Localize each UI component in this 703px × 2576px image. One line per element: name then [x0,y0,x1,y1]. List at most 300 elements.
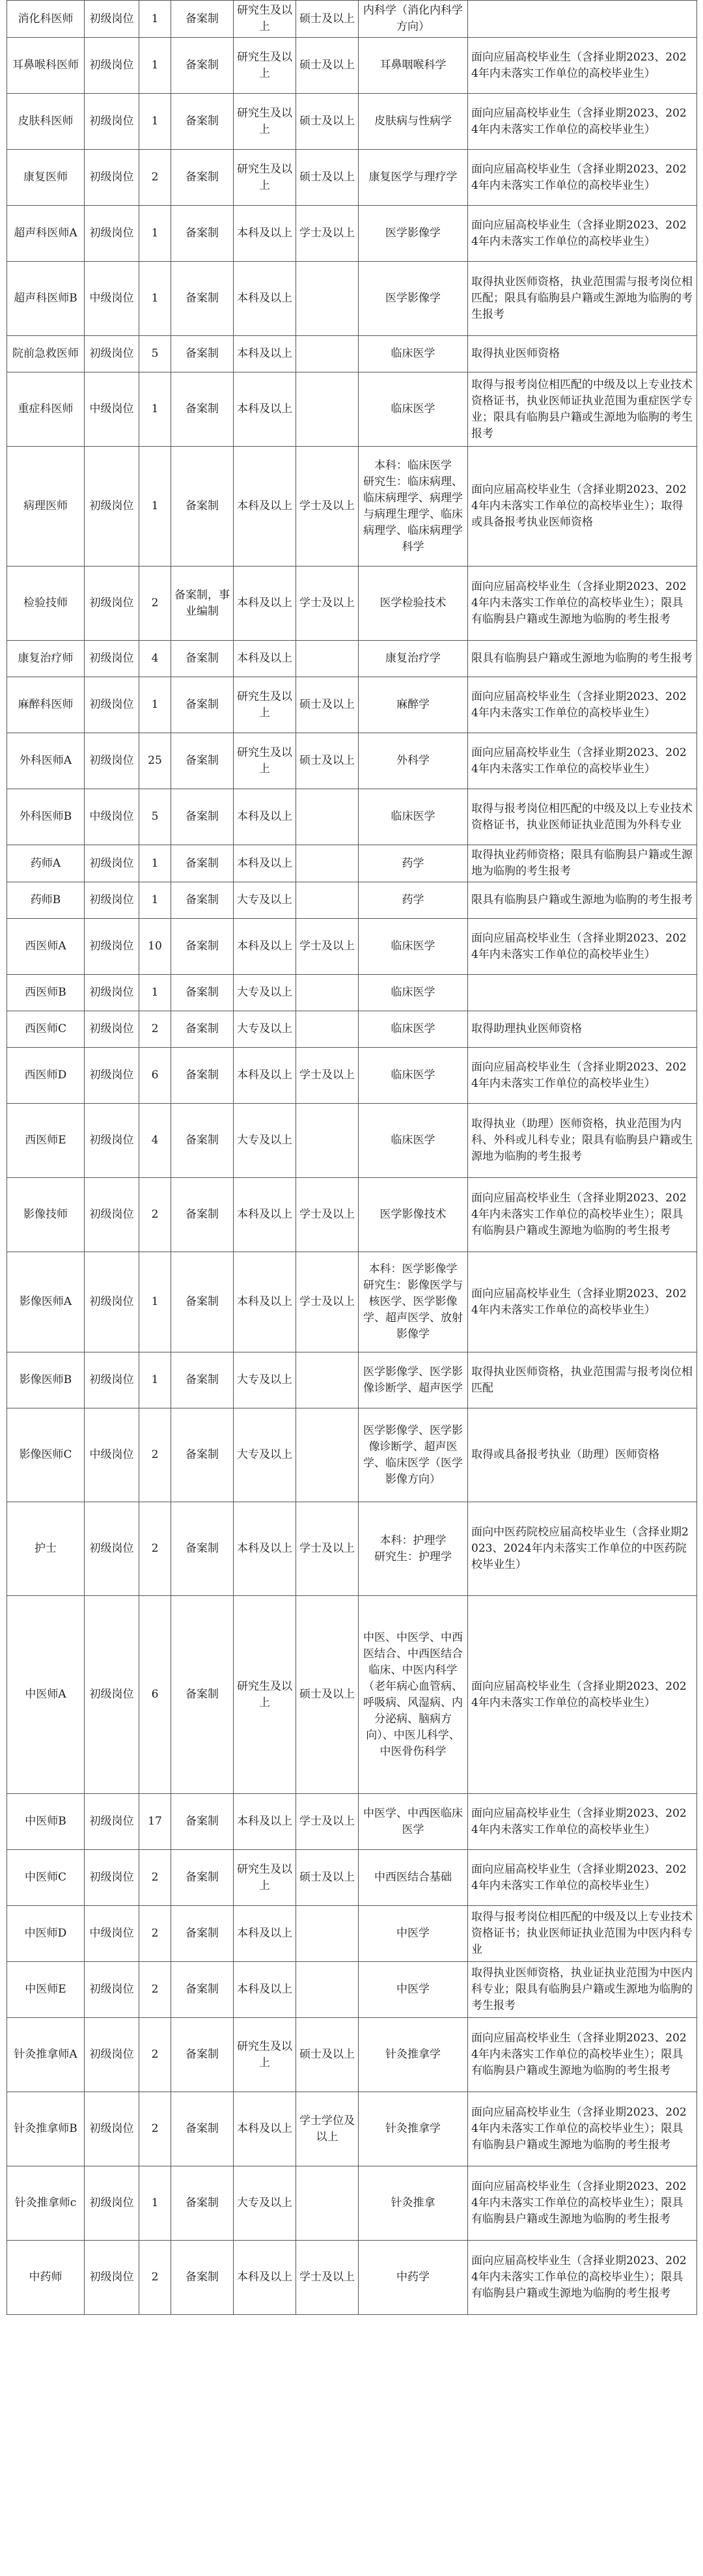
cell-count: 1 [139,1352,171,1408]
cell-position: 病理医师 [7,447,85,567]
cell-count: 1 [139,38,171,94]
table-row [7,641,697,677]
cell-staffing: 备案制 [171,1502,234,1596]
cell-requirement: 取得与报考岗位相匹配的中级及以上专业技术资格证书，执业医师证执业范围为外科专业 [468,789,697,845]
table-row [7,336,697,372]
cell-staffing: 备案制 [171,1352,234,1408]
cell-position: 检验技师 [7,567,85,641]
cell-education: 研究生及以上 [234,1,296,38]
cell-education: 本科及以上 [234,1962,296,2018]
cell-education: 本科及以上 [234,641,296,677]
cell-education: 本科及以上 [234,372,296,447]
table-row [7,1962,697,2018]
cell-position: 中药师 [7,2241,85,2315]
cell-requirement: 面向应届高校毕业生（含择业期2023、2024年内未落实工作单位的高校毕业生） [468,733,697,789]
cell-level: 初级岗位 [85,206,139,262]
cell-count: 17 [139,1794,171,1850]
cell-count: 2 [139,1906,171,1962]
table-row [7,2241,697,2315]
cell-level: 初级岗位 [85,845,139,882]
cell-major: 内科学（消化内科学方向） [359,1,468,38]
cell-requirement: 面向应届高校毕业生（含择业期2023、2024年内未落实工作单位的高校毕业生）；限具有临朐县户籍或生源地为临朐的考生报考 [468,1178,697,1252]
cell-level: 初级岗位 [85,1794,139,1850]
table-row [7,94,697,150]
cell-count: 1 [139,845,171,882]
cell-level: 中级岗位 [85,262,139,336]
cell-education: 本科及以上 [234,919,296,975]
cell-requirement: 面向应届高校毕业生（含择业期2023、2024年内未落实工作单位的高校毕业生）；限具有临朐县户籍或生源地为临朐的考生报考 [468,567,697,641]
cell-degree: 学士及以上 [296,919,359,975]
cell-count: 1 [139,372,171,447]
cell-major: 针灸推拿学 [359,2092,468,2166]
cell-education: 大专及以上 [234,2166,296,2241]
cell-major: 临床医学 [359,336,468,372]
cell-requirement: 面向应届高校毕业生（含择业期2023、2024年内未落实工作单位的高校毕业生） [468,206,697,262]
cell-degree: 学士及以上 [296,1048,359,1104]
cell-position: 康复治疗师 [7,641,85,677]
table-row [7,733,697,789]
table-row [7,2092,697,2166]
table-row [7,1850,697,1906]
cell-requirement: 取得执业药师资格；限具有临朐县户籍或生源地为临朐的考生报考 [468,845,697,882]
table-row [7,447,697,567]
cell-major: 中西医结合基础 [359,1850,468,1906]
cell-position: 皮肤科医师 [7,94,85,150]
cell-major: 临床医学 [359,789,468,845]
cell-education: 本科及以上 [234,206,296,262]
cell-position: 外科医师A [7,733,85,789]
cell-major: 本科：护理学 研究生：护理学 [359,1502,468,1596]
cell-education: 本科及以上 [234,567,296,641]
cell-count: 1 [139,262,171,336]
cell-level: 初级岗位 [85,447,139,567]
cell-level: 中级岗位 [85,789,139,845]
cell-requirement: 面向应届高校毕业生（含择业期2023、2024年内未落实工作单位的高校毕业生） [468,677,697,733]
cell-staffing: 备案制 [171,882,234,919]
cell-position: 针灸推拿师c [7,2166,85,2241]
cell-education: 本科及以上 [234,1048,296,1104]
cell-degree [296,336,359,372]
cell-requirement: 取得执业医师资格 [468,336,697,372]
cell-count: 1 [139,882,171,919]
cell-education: 研究生及以上 [234,1850,296,1906]
cell-degree: 学士及以上 [296,1502,359,1596]
cell-major: 中医学、中西医临床医学 [359,1794,468,1850]
cell-requirement: 限具有临朐县户籍或生源地为临朐的考生报考 [468,641,697,677]
table-row [7,789,697,845]
cell-education: 研究生及以上 [234,733,296,789]
table-row [7,677,697,733]
cell-staffing: 备案制 [171,1,234,38]
table-row [7,1178,697,1252]
cell-major: 麻醉学 [359,677,468,733]
cell-level: 初级岗位 [85,1596,139,1794]
cell-count: 1 [139,206,171,262]
cell-major: 临床医学 [359,919,468,975]
cell-position: 影像医师C [7,1408,85,1502]
cell-major: 临床医学 [359,1104,468,1178]
cell-degree [296,1011,359,1048]
cell-degree [296,882,359,919]
cell-level: 初级岗位 [85,1502,139,1596]
cell-position: 西医师E [7,1104,85,1178]
table-row [7,1502,697,1596]
cell-requirement: 取得执业医师资格，执业范围需与报考岗位相匹配；限具有临朐县户籍或生源地为临朐的考生报考 [468,262,697,336]
cell-position: 耳鼻喉科医师 [7,38,85,94]
cell-degree: 硕士及以上 [296,38,359,94]
cell-major: 本科：医学影像学 研究生：影像医学与核医学、医学影像学、超声医学、放射影像学 [359,1252,468,1352]
cell-staffing: 备案制 [171,1906,234,1962]
cell-staffing: 备案制 [171,641,234,677]
cell-requirement [468,1,697,38]
cell-count: 2 [139,1502,171,1596]
table-row [7,1104,697,1178]
table-row [7,567,697,641]
recruitment-table [7,0,697,2315]
cell-requirement: 取得执业（助理）医师资格，执业范围为内科、外科或儿科专业；限具有临朐县户籍或生源地为临朐的考生报考 [468,1104,697,1178]
cell-degree: 学士学位及以上 [296,2092,359,2166]
cell-degree: 硕士及以上 [296,94,359,150]
cell-education: 研究生及以上 [234,1596,296,1794]
cell-education: 大专及以上 [234,1352,296,1408]
cell-requirement: 面向应届高校毕业生（含择业期2023、2024年内未落实工作单位的高校毕业生） [468,150,697,206]
cell-staffing: 备案制 [171,1962,234,2018]
cell-major: 康复治疗学 [359,641,468,677]
cell-count: 2 [139,567,171,641]
cell-major: 临床医学 [359,975,468,1011]
cell-education: 本科及以上 [234,336,296,372]
cell-staffing: 备案制 [171,1048,234,1104]
cell-major: 临床医学 [359,372,468,447]
cell-major: 药学 [359,882,468,919]
cell-degree: 学士及以上 [296,1252,359,1352]
cell-level: 初级岗位 [85,2018,139,2092]
cell-position: 影像医师B [7,1352,85,1408]
cell-staffing: 备案制 [171,919,234,975]
cell-position: 影像医师A [7,1252,85,1352]
cell-position: 中医师A [7,1596,85,1794]
table-row [7,262,697,336]
cell-education: 大专及以上 [234,1011,296,1048]
cell-requirement: 面向应届高校毕业生（含择业期2023、2024年内未落实工作单位的高校毕业生）；限具有临朐县户籍或生源地为临朐的考生报考 [468,2092,697,2166]
cell-position: 康复医师 [7,150,85,206]
cell-major: 临床医学 [359,1011,468,1048]
cell-requirement [468,975,697,1011]
cell-level: 初级岗位 [85,677,139,733]
cell-staffing: 备案制 [171,2018,234,2092]
cell-education: 本科及以上 [234,1502,296,1596]
cell-education: 本科及以上 [234,1794,296,1850]
cell-count: 2 [139,1011,171,1048]
cell-staffing: 备案制 [171,262,234,336]
cell-staffing: 备案制 [171,733,234,789]
cell-degree: 硕士及以上 [296,2018,359,2092]
cell-major: 外科学 [359,733,468,789]
cell-degree: 硕士及以上 [296,733,359,789]
cell-position: 影像技师 [7,1178,85,1252]
table-row [7,206,697,262]
cell-degree [296,372,359,447]
cell-position: 中医师B [7,1794,85,1850]
cell-requirement: 面向应届高校毕业生（含择业期2023、2024年内未落实工作单位的高校毕业生） [468,1048,697,1104]
cell-level: 中级岗位 [85,372,139,447]
cell-position: 超声科医师B [7,262,85,336]
cell-requirement: 取得与报考岗位相匹配的中级及以上专业技术资格证书，执业医师证执业范围为重症医学专业；限具有临朐县户籍或生源地为临朐的考生报考 [468,372,697,447]
cell-staffing: 备案制 [171,1104,234,1178]
cell-education: 本科及以上 [234,1252,296,1352]
cell-requirement: 面向应届高校毕业生（含择业期2023、2024年内未落实工作单位的高校毕业生） [468,38,697,94]
cell-requirement: 取得执业医师资格，执业范围需与报考岗位相匹配 [468,1352,697,1408]
cell-level: 初级岗位 [85,882,139,919]
cell-major: 皮肤病与性病学 [359,94,468,150]
cell-education: 本科及以上 [234,789,296,845]
cell-level: 初级岗位 [85,2092,139,2166]
cell-requirement: 面向应届高校毕业生（含择业期2023、2024年内未落实工作单位的高校毕业生） [468,1850,697,1906]
cell-major: 医学检验技术 [359,567,468,641]
cell-degree: 硕士及以上 [296,1850,359,1906]
cell-level: 初级岗位 [85,1850,139,1906]
cell-degree: 学士及以上 [296,2241,359,2315]
cell-count: 6 [139,1048,171,1104]
cell-requirement: 取得执业医师资格，执业证执业范围为中医内科专业；限具有临朐县户籍或生源地为临朐的考生报考 [468,1962,697,2018]
cell-requirement: 面向应届高校毕业生（含择业期2023、2024年内未落实工作单位的高校毕业生） [468,94,697,150]
cell-level: 初级岗位 [85,336,139,372]
cell-requirement: 面向应届高校毕业生（含择业期2023、2024年内未落实工作单位的高校毕业生）；限具有临朐县户籍或生源地为临朐的考生报考 [468,2018,697,2092]
cell-level: 初级岗位 [85,1,139,38]
cell-count: 5 [139,789,171,845]
cell-degree: 硕士及以上 [296,1596,359,1794]
table-row [7,372,697,447]
cell-degree [296,641,359,677]
cell-major: 药学 [359,845,468,882]
table-row [7,1352,697,1408]
cell-position: 西医师B [7,975,85,1011]
cell-staffing: 备案制 [171,372,234,447]
cell-major: 医学影像学 [359,262,468,336]
cell-degree: 硕士及以上 [296,1,359,38]
cell-count: 4 [139,1104,171,1178]
cell-major: 医学影像学、医学影像诊断学、超声医学 [359,1352,468,1408]
cell-education: 本科及以上 [234,845,296,882]
cell-level: 初级岗位 [85,1252,139,1352]
cell-position: 超声科医师A [7,206,85,262]
table-row [7,38,697,94]
cell-count: 2 [139,150,171,206]
cell-staffing: 备案制 [171,1011,234,1048]
table-row [7,2166,697,2241]
cell-staffing: 备案制 [171,2241,234,2315]
cell-count: 1 [139,1,171,38]
cell-count: 2 [139,1850,171,1906]
table-row [7,1252,697,1352]
table-row [7,150,697,206]
cell-count: 2 [139,1178,171,1252]
table-body [7,1,697,2315]
cell-staffing: 备案制 [171,1850,234,1906]
cell-education: 本科及以上 [234,262,296,336]
cell-major: 中药学 [359,2241,468,2315]
cell-requirement: 取得助理执业医师资格 [468,1011,697,1048]
cell-degree: 硕士及以上 [296,677,359,733]
cell-education: 大专及以上 [234,882,296,919]
table-row [7,882,697,919]
cell-position: 针灸推拿师B [7,2092,85,2166]
cell-requirement: 面向应届高校毕业生（含择业期2023、2024年内未落实工作单位的高校毕业生） [468,1252,697,1352]
cell-position: 院前急救医师 [7,336,85,372]
cell-staffing: 备案制 [171,38,234,94]
table-row [7,1596,697,1794]
cell-position: 西医师C [7,1011,85,1048]
cell-degree [296,1104,359,1178]
cell-requirement: 取得与报考岗位相匹配的中级及以上专业技术资格证书；执业医师证执业范围为中医内科专业 [468,1906,697,1962]
cell-count: 25 [139,733,171,789]
cell-staffing: 备案制 [171,2092,234,2166]
cell-staffing: 备案制 [171,845,234,882]
table-row [7,919,697,975]
cell-staffing: 备案制 [171,336,234,372]
cell-count: 1 [139,447,171,567]
cell-position: 重症科医师 [7,372,85,447]
cell-requirement: 面向应届高校毕业生（含择业期2023、2024年内未落实工作单位的高校毕业生） [468,1596,697,1794]
cell-count: 1 [139,94,171,150]
cell-degree: 硕士及以上 [296,150,359,206]
cell-position: 消化科医师 [7,1,85,38]
cell-major: 康复医学与理疗学 [359,150,468,206]
cell-major: 医学影像学 [359,206,468,262]
cell-staffing: 备案制 [171,447,234,567]
table-row [7,1906,697,1962]
table-row [7,1048,697,1104]
cell-position: 针灸推拿师A [7,2018,85,2092]
cell-count: 2 [139,2241,171,2315]
cell-staffing: 备案制 [171,1252,234,1352]
cell-requirement: 面向应届高校毕业生（含择业期2023、2024年内未落实工作单位的高校毕业生）；限具有临朐县户籍或生源地为临朐的考生报考 [468,2166,697,2241]
cell-degree [296,1906,359,1962]
cell-major: 耳鼻咽喉科学 [359,38,468,94]
cell-level: 初级岗位 [85,1011,139,1048]
cell-count: 6 [139,1596,171,1794]
cell-major: 医学影像技术 [359,1178,468,1252]
cell-major: 针灸推拿 [359,2166,468,2241]
cell-degree [296,789,359,845]
cell-count: 2 [139,2092,171,2166]
cell-degree: 学士及以上 [296,567,359,641]
cell-level: 初级岗位 [85,1048,139,1104]
table-row [7,1011,697,1048]
cell-education: 研究生及以上 [234,150,296,206]
cell-position: 中医师E [7,1962,85,2018]
cell-level: 中级岗位 [85,1906,139,1962]
cell-level: 初级岗位 [85,2166,139,2241]
cell-count: 10 [139,919,171,975]
cell-level: 初级岗位 [85,975,139,1011]
cell-staffing: 备案制 [171,1178,234,1252]
cell-position: 药师B [7,882,85,919]
cell-level: 初级岗位 [85,150,139,206]
cell-degree [296,262,359,336]
table-row [7,1,697,38]
cell-requirement: 面向应届高校毕业生（含择业期2023、2024年内未落实工作单位的高校毕业生）；限具有临朐县户籍或生源地为临朐的考生报考 [468,2241,697,2315]
cell-position: 西医师A [7,919,85,975]
cell-staffing: 备案制 [171,1596,234,1794]
cell-education: 大专及以上 [234,975,296,1011]
cell-degree [296,975,359,1011]
cell-degree [296,1408,359,1502]
cell-count: 2 [139,1962,171,2018]
cell-requirement: 面向应届高校毕业生（含择业期2023、2024年内未落实工作单位的高校毕业生）；取得或具备报考执业医师资格 [468,447,697,567]
cell-degree: 学士及以上 [296,206,359,262]
cell-major: 临床医学 [359,1048,468,1104]
cell-level: 初级岗位 [85,1962,139,2018]
cell-position: 麻醉科医师 [7,677,85,733]
cell-major: 医学影像学、医学影像诊断学、超声医学、临床医学（医学影像方向） [359,1408,468,1502]
cell-education: 研究生及以上 [234,2018,296,2092]
cell-count: 2 [139,2018,171,2092]
cell-staffing: 备案制 [171,789,234,845]
cell-education: 本科及以上 [234,1906,296,1962]
cell-count: 1 [139,975,171,1011]
cell-position: 护士 [7,1502,85,1596]
cell-major: 本科：临床医学 研究生：临床病理、临床病理学、病理学与病理生理学、临床病理学、临床病理学科学 [359,447,468,567]
cell-education: 大专及以上 [234,1104,296,1178]
cell-education: 本科及以上 [234,447,296,567]
cell-requirement: 面向应届高校毕业生（含择业期2023、2024年内未落实工作单位的高校毕业生） [468,919,697,975]
cell-degree: 学士及以上 [296,1178,359,1252]
cell-requirement: 面向应届高校毕业生（含择业期2023、2024年内未落实工作单位的高校毕业生） [468,1794,697,1850]
cell-degree [296,1962,359,2018]
cell-count: 5 [139,336,171,372]
cell-level: 初级岗位 [85,567,139,641]
cell-level: 初级岗位 [85,733,139,789]
cell-education: 研究生及以上 [234,94,296,150]
cell-staffing: 备案制，事业编制 [171,567,234,641]
cell-staffing: 备案制 [171,2166,234,2241]
cell-major: 中医、中医学、中西医结合、中西医结合临床、中医内科学（老年病心血管病、呼吸病、风湿病、内分泌病、脑病方向）、中医儿科学、中医骨伤科学 [359,1596,468,1794]
cell-count: 1 [139,2166,171,2241]
cell-staffing: 备案制 [171,206,234,262]
cell-staffing: 备案制 [171,1408,234,1502]
cell-level: 初级岗位 [85,641,139,677]
cell-staffing: 备案制 [171,94,234,150]
cell-position: 中医师C [7,1850,85,1906]
cell-major: 针灸推拿学 [359,2018,468,2092]
cell-level: 初级岗位 [85,1352,139,1408]
cell-education: 本科及以上 [234,2092,296,2166]
cell-requirement: 限具有临朐县户籍或生源地为临朐的考生报考 [468,882,697,919]
cell-level: 初级岗位 [85,1178,139,1252]
cell-degree: 学士及以上 [296,1794,359,1850]
cell-requirement: 面向中医药院校应届高校毕业生（含择业期2023、2024年内未落实工作单位的中医药院校毕业生） [468,1502,697,1596]
cell-education: 大专及以上 [234,1408,296,1502]
table-row [7,845,697,882]
table-row [7,975,697,1011]
cell-degree: 学士及以上 [296,447,359,567]
cell-level: 初级岗位 [85,38,139,94]
cell-staffing: 备案制 [171,1794,234,1850]
cell-major: 中医学 [359,1906,468,1962]
cell-degree [296,2166,359,2241]
cell-staffing: 备案制 [171,975,234,1011]
cell-position: 中医师D [7,1906,85,1962]
cell-major: 中医学 [359,1962,468,2018]
cell-degree [296,845,359,882]
cell-requirement: 取得或具备报考执业（助理）医师资格 [468,1408,697,1502]
cell-count: 4 [139,641,171,677]
cell-position: 药师A [7,845,85,882]
cell-count: 1 [139,677,171,733]
cell-staffing: 备案制 [171,150,234,206]
table-row [7,2018,697,2092]
